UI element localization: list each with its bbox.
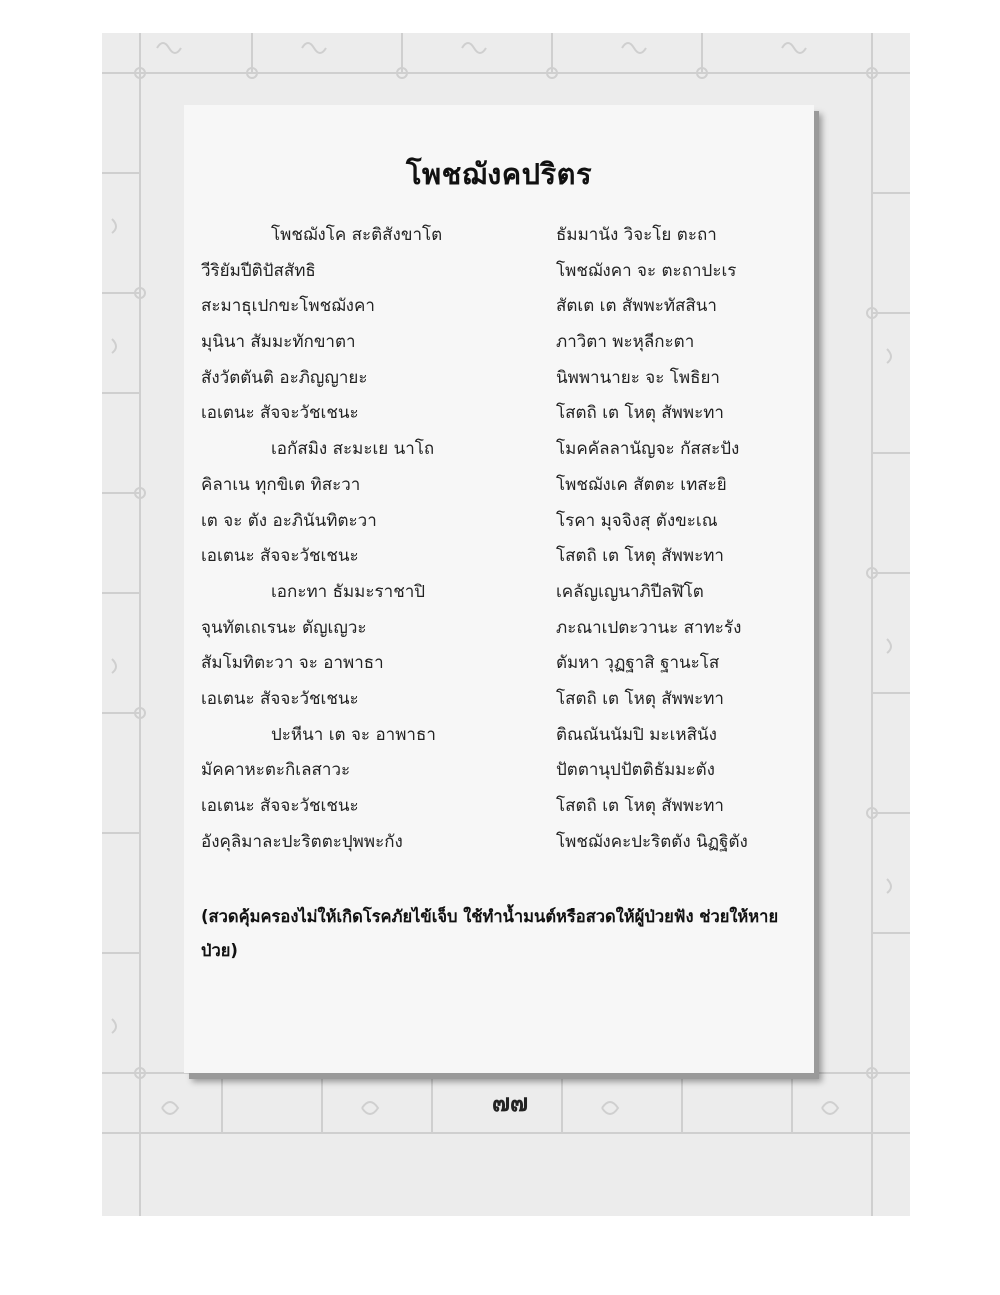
- verse-line-right: โสตถิ เต โหตุ สัพพะทา: [556, 546, 724, 567]
- verse-line-right: ภะณาเปตะวานะ สาทะรัง: [556, 617, 742, 638]
- verse-line-left: เต จะ ตัง อะภินันทิตะวา: [201, 510, 377, 531]
- verse-line-left: เอเตนะ สัจจะวัชเชนะ: [201, 546, 359, 567]
- verse-line-right: ธัมมานัง วิจะโย ตะถา: [556, 225, 717, 245]
- scanned-page: [102, 33, 910, 1216]
- verse-line-left: สังวัตตันติ อะภิญญายะ: [201, 367, 368, 388]
- verse-line-right: โพชฌังคะปะริตตัง นิฏฐิตัง: [556, 831, 748, 852]
- verse-line-right: โรคา มุจจิงสุ ตังขะเณ: [556, 510, 718, 531]
- verse-line-left: โพชฌังโค สะติสังขาโต: [271, 225, 443, 245]
- verse-line-left: สัมโมทิตะวา จะ อาพาธา: [201, 653, 384, 674]
- verse-line-right: เคลัญเญนาภิปีลฬิโต: [556, 581, 704, 602]
- verse-line-right: โสตถิ เต โหตุ สัพพะทา: [556, 796, 724, 816]
- verse-column-left: [201, 218, 531, 860]
- verse-line-left: เอกะทา ธัมมะราชาปิ: [271, 581, 426, 602]
- verse-line-left: วีริยัมปีติปัสสัทธิ: [201, 260, 316, 281]
- verse-line-left: สะมาธุเปกขะโพชฌังคา: [201, 296, 375, 317]
- verse-line-right: โพชฌังเค สัตตะ เทสะยิ: [556, 474, 727, 495]
- verse-line-right: ติณณันนัมปิ มะเหสินัง: [556, 724, 717, 745]
- chant-card: [184, 105, 814, 1073]
- verse-line-left: เอเตนะ สัจจะวัชเชนะ: [201, 688, 359, 709]
- verse-line-right: นิพพานายะ จะ โพธิยา: [556, 367, 720, 388]
- verse-line-right: โสตถิ เต โหตุ สัพพะทา: [556, 688, 724, 709]
- verse-line-right: ตัมหา วุฏฐาสิ ฐานะโส: [556, 653, 720, 674]
- page-title: โพชฌังคปริตร: [405, 157, 593, 191]
- verse-line-right: ภาวิตา พะหุลีกะตา: [556, 332, 695, 353]
- verse-line-left: มุนินา สัมมะทักขาตา: [201, 332, 356, 353]
- verse-line-left: อังคุลิมาละปะริตตะปุพพะกัง: [201, 831, 403, 852]
- page-number: ๗๗: [491, 1089, 529, 1117]
- verse-line-right: สัตเต เต สัพพะทัสสินา: [556, 296, 717, 317]
- verse-line-left: ปะหีนา เต จะ อาพาธา: [271, 724, 436, 745]
- verse-line-left: เอเตนะ สัจจะวัชเชนะ: [201, 796, 359, 816]
- verse-line-right: โพชฌังคา จะ ตะถาปะเร: [556, 260, 737, 281]
- verse-column-right: [556, 218, 816, 860]
- verse-line-right: ปัตตานุปปัตติธัมมะตัง: [556, 760, 715, 781]
- verse-line-right: โมคคัลลานัญจะ กัสสะปัง: [556, 439, 740, 460]
- verse-line-left: เอเตนะ สัจจะวัชเชนะ: [201, 403, 359, 424]
- verse-line-left: เอกัสมิง สะมะเย นาโถ: [271, 439, 435, 460]
- verse-line-left: มัคคาหะตะกิเลสาวะ: [201, 760, 351, 781]
- usage-note: (สวดคุ้มครองไม่ให้เกิดโรคภัยไข้เจ็บ ใช้ทำน้ำมนต์หรือสวดให้ผู้ป่วยฟัง ช่วยให้หายป่วย): [201, 907, 779, 960]
- verse-line-right: โสตถิ เต โหตุ สัพพะทา: [556, 403, 724, 424]
- verse-line-left: คิลาเน ทุกขิเต ทิสะวา: [201, 474, 361, 495]
- verse-line-left: จุนทัตเถเรนะ ตัญเญวะ: [201, 617, 367, 638]
